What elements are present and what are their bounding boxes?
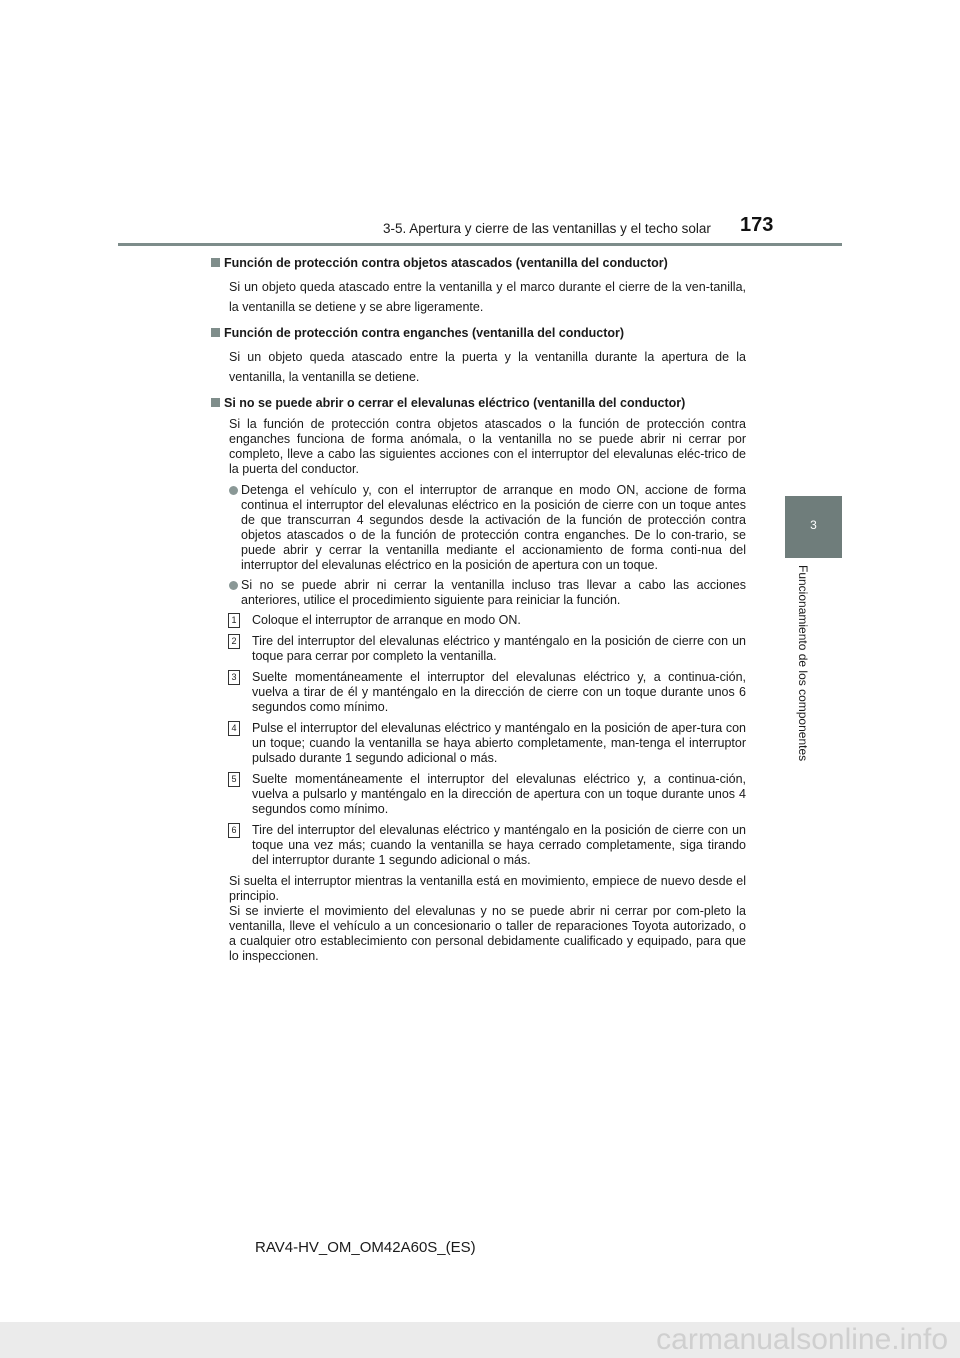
section-paragraph: Si la función de protección contra objetos atascados o la función de protección contra enganches funciona de forma anómala, o la ventanilla no se puede abrir ni cerrar por completo, lleve a cabo las siguientes acciones con el interruptor del elevalunas eléc-trico de la puerta del conductor.	[229, 417, 746, 476]
step-number-badge: 2	[228, 634, 240, 649]
step-text: Suelte momentáneamente el interruptor del elevalunas eléctrico y, a continua-ción, vuelva a tirar de él y manténgalo en la dirección de cierre con un toque durante unos 6 segundos como mínimo.	[252, 670, 746, 714]
section-entrapment	[211, 255, 746, 317]
step-text: Tire del interruptor del elevalunas eléctrico y manténgalo en la posición de cierre con un toque para cerrar por completo la ventanilla.	[252, 634, 746, 663]
list-item	[229, 483, 746, 573]
list-item-text: Si no se puede abrir ni cerrar la ventanilla incluso tras llevar a cabo las acciones anteriores, utilice el procedimiento siguiente para reiniciar la función.	[241, 578, 746, 607]
step-item	[231, 634, 746, 664]
square-bullet-icon	[211, 328, 220, 337]
circle-bullet-icon	[229, 486, 238, 495]
list-item	[229, 578, 746, 608]
section-title: 3-5. Apertura y cierre de las ventanillas y el techo solar	[383, 221, 711, 236]
step-item	[231, 613, 746, 628]
step-number-badge: 5	[228, 772, 240, 787]
section-catch	[211, 325, 746, 387]
step-number-badge: 1	[228, 613, 240, 628]
section-heading-text: Si no se puede abrir o cerrar el elevalunas eléctrico (ventanilla del conductor)	[224, 396, 686, 410]
closing-note	[229, 874, 746, 964]
square-bullet-icon	[211, 258, 220, 267]
page-number: 173	[740, 214, 774, 236]
step-item	[231, 823, 746, 868]
watermark	[0, 1322, 960, 1358]
step-text: Suelte momentáneamente el interruptor del elevalunas eléctrico y, a continua-ción, vuelva a pulsarlo y manténgalo en la dirección de apertura con un toque durante unos 4 segundos como mínimo.	[252, 772, 746, 816]
step-item	[231, 670, 746, 715]
header-rule	[118, 243, 842, 246]
closing-note-line: Si suelta el interruptor mientras la ventanilla está en movimiento, empiece de nuevo desde el principio.	[229, 874, 746, 903]
step-number-badge: 3	[228, 670, 240, 685]
circle-bullet-icon	[229, 581, 238, 590]
step-text: Tire del interruptor del elevalunas eléctrico y manténgalo en la posición de cierre con un toque una vez más; cuando la ventanilla se haya cerrado completamente, siga tirando del interruptor durante 1 segundo adicional o más.	[252, 823, 746, 867]
watermark-text: carmanualsonline.info	[656, 1323, 948, 1356]
section-heading-text: Función de protección contra enganches (ventanilla del conductor)	[224, 326, 625, 340]
section-paragraph: Si un objeto queda atascado entre la puerta y la ventanilla durante la apertura de la ventanilla, la ventanilla se detiene.	[229, 350, 746, 384]
section-heading	[211, 255, 746, 271]
square-bullet-icon	[211, 398, 220, 407]
step-number-badge: 6	[228, 823, 240, 838]
step-text: Pulse el interruptor del elevalunas eléctrico y manténgalo en la posición de aper-tura con un toque; cuando la ventanilla se haya abierto completamente, man-tenga el interruptor pulsado durante 1 segundo adicional o más.	[252, 721, 746, 765]
list-item-text: Detenga el vehículo y, con el interruptor de arranque en modo ON, accione de forma continua el interruptor del elevalunas eléctrico en la posición de cierre con un toque antes de que transcurran 4 segundos desde la activación de la función de protección contra objetos atascados o de la función de protección contra enganches. De lo con-trario, se puede abrir y cerrar la ventanilla mediante el accionamiento de forma conti-nua del interruptor del elevalunas eléctrico en la posición de apertura con un toque.	[241, 483, 746, 572]
page-content	[211, 255, 746, 972]
section-heading-text: Función de protección contra objetos atascados (ventanilla del conductor)	[224, 256, 668, 270]
step-item	[231, 721, 746, 766]
step-number-badge: 4	[228, 721, 240, 736]
section-heading	[211, 395, 746, 411]
section-reset	[211, 395, 746, 964]
chapter-number: 3	[810, 518, 817, 532]
step-item	[231, 772, 746, 817]
section-heading	[211, 325, 746, 341]
chapter-tab	[785, 496, 842, 558]
chapter-label: Funcionamiento de los componentes	[796, 565, 810, 762]
step-text: Coloque el interruptor de arranque en modo ON.	[252, 613, 521, 627]
section-paragraph: Si un objeto queda atascado entre la ventanilla y el marco durante el cierre de la ven-tanilla, la ventanilla se detiene y se abre ligeramente.	[229, 280, 746, 314]
document-code: RAV4-HV_OM_OM42A60S_(ES)	[255, 1239, 476, 1256]
closing-note-line: Si se invierte el movimiento del elevalunas y no se puede abrir ni cerrar por com-pleto la ventanilla, lleve el vehículo a un concesionario o taller de reparaciones Toyota autorizado, o a cualquier otro establecimiento con personal debidamente cualificado y equipado, para que lo inspeccionen.	[229, 904, 746, 963]
